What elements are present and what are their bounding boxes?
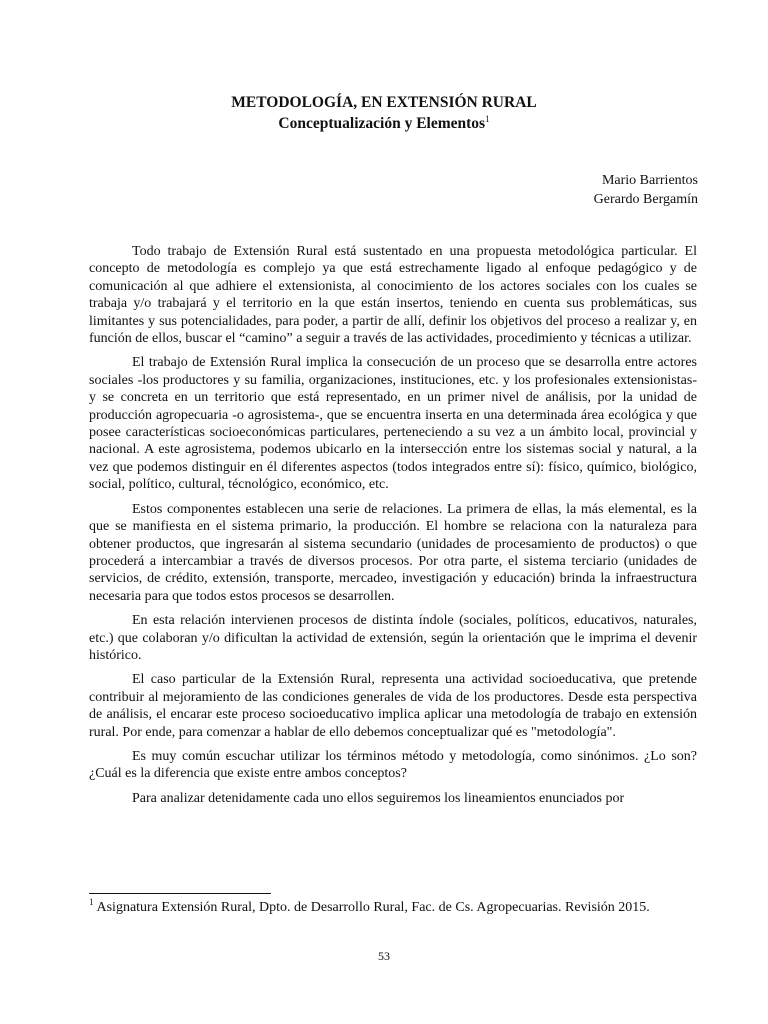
footnote-reference: 1 bbox=[485, 114, 490, 124]
document-subtitle bbox=[0, 113, 768, 134]
subtitle-text: Conceptualización y Elementos bbox=[278, 115, 486, 132]
footnote bbox=[89, 899, 709, 917]
footnote-text: Asignatura Extensión Rural, Dpto. de Desarrollo Rural, Fac. de Cs. Agropecuarias. Revisión 2015. bbox=[96, 900, 650, 915]
author-name: Mario Barrientos bbox=[601, 173, 698, 188]
body-text bbox=[89, 243, 697, 814]
document-title: METODOLOGÍA, EN EXTENSIÓN RURAL bbox=[231, 94, 537, 111]
footnote-number: 1 bbox=[89, 897, 94, 907]
paragraph: Estos componentes establecen una serie de relaciones. La primera de ellas, la más elemental, es la que se manifiesta en el sistema primario, la producción. El hombre se relaciona con la naturaleza para obtener productos, que ingresarán al sistema secundario (unidades de procesamiento de productos) o que procederá a intercambiar a través de diversos procesos. Por otra parte, el sistema terciario (unidades de servicios, de crédito, extensión, transporte, mercadeo, investigación y educación) brinda la infraestructura necesaria para que todos estos procesos se desarrollen. bbox=[89, 501, 697, 604]
author-name: Gerardo Bergamín bbox=[593, 192, 698, 207]
title-block bbox=[0, 92, 768, 134]
paragraph: Para analizar detenidamente cada uno ellos seguiremos los lineamientos enunciados por bbox=[132, 790, 625, 806]
paragraph: En esta relación intervienen procesos de distinta índole (sociales, políticos, educativos, naturales, etc.) que colaboran y/o dificultan la actividad de extensión, según la orientación que le imprima el devenir histórico. bbox=[89, 613, 697, 663]
paragraph: Todo trabajo de Extensión Rural está sustentado en una propuesta metodológica particular. El concepto de metodología es complejo ya que está estrechamente ligado al enfoque pedagógico y de comunicación al que adhiere el extensionista, al conocimiento de los actores sociales con los cuales se trabaja y/o trabajará y el territorio en la que están insertos, teniendo en cuenta sus problemáticas, sus limitantes y sus potencialidades, para poder, a partir de allí, definir los objetivos del proceso a realizar y, en función de ellos, buscar el “camino” a seguir a través de las actividades, procedimiento y técnicas a utilizar. bbox=[89, 244, 697, 347]
paragraph: Es muy común escuchar utilizar los términos método y metodología, como sinónimos. ¿Lo son? ¿Cuál es la diferencia que existe entre ambos conceptos? bbox=[89, 748, 697, 782]
authors bbox=[594, 171, 698, 209]
paragraph: El trabajo de Extensión Rural implica la consecución de un proceso que se desarrolla entre actores sociales -los productores y su familia, organizaciones, instituciones, etc. y los profesionales extensionistas- y se concreta en un territorio que está representado, en un primer nivel de análisis, por la unidad de producción agropecuaria -o agrosistema-, que se encuentra inserta en una determinada área ecológica y que posee características socioeconómicas particulares, perteneciendo a su vez a un ámbito local, provincial y nacional. A este agrosistema, podemos ubicarlo en la intersección entre los sistemas social y natural, a la vez que podemos distinguir en él diferentes aspectos (todos integrados entre sí): físico, químico, biológico, social, político, cultural, técnológico, económico, etc. bbox=[89, 355, 697, 493]
page-number: 53 bbox=[378, 949, 390, 963]
footnote-divider bbox=[89, 893, 271, 894]
paragraph: El caso particular de la Extensión Rural, representa una actividad socioeducativa, que pretende contribuir al mejoramiento de las condiciones generales de vida de los productores. Desde esta perspectiva de análisis, el encarar este proceso socioeducativo implica aplicar una metodología de trabajo en extensión rural. Por ende, para comenzar a hablar de ello debemos conceptualizar qué es "metodología". bbox=[89, 672, 697, 740]
